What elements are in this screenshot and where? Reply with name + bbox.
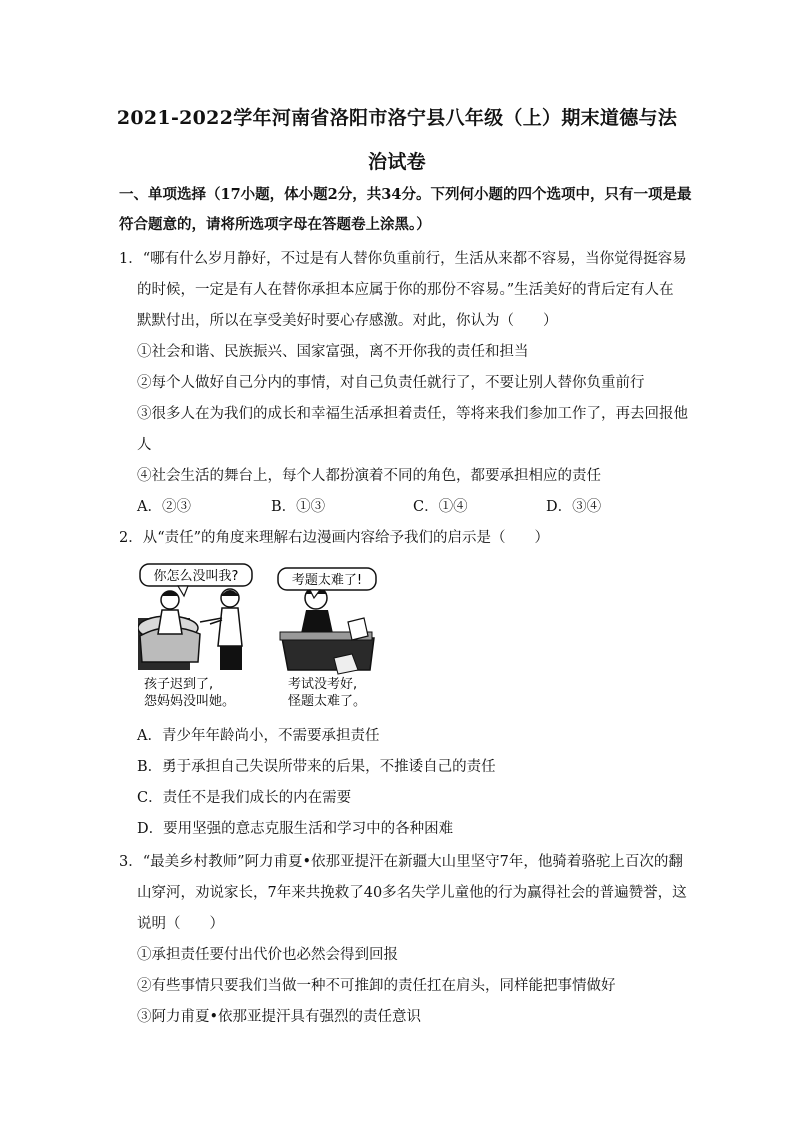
cartoon-right-panel bbox=[280, 587, 374, 674]
cartoon-illustration bbox=[138, 562, 382, 710]
q1-statement-3a: ③很多人在为我们的成长和幸福生活承担着责任，等将来我们参加工作了，再去回报他 bbox=[137, 406, 688, 422]
q1-stem-line1: 1．“哪有什么岁月静好，不过是有人替你负重前行，生活从来都不容易，当你觉得挺容易 bbox=[119, 251, 687, 267]
bubble-right-text: 考题太难了! bbox=[291, 573, 363, 588]
q1-option-b[interactable]: B．①③ bbox=[271, 499, 326, 515]
section-heading-line1: 一、单项选择（17小题，体小题2分，共34分。下列何小题的四个选项中，只有一项是最 bbox=[119, 186, 692, 203]
q3-statement-2: ②有些事情只要我们当做一种不可推卸的责任扛在肩头，同样能把事情做好 bbox=[137, 978, 616, 994]
exam-title-line2: 治试卷 bbox=[368, 151, 426, 173]
q2-option-d[interactable]: D．要用坚强的意志克服生活和学习中的各种困难 bbox=[137, 821, 454, 837]
caption-right-line1: 考试没考好, bbox=[288, 677, 358, 692]
caption-left-line1: 孩子迟到了, bbox=[144, 677, 214, 692]
q1-stem-line3: 默默付出，所以在享受美好时要心存感激。对此，你认为（ ） bbox=[137, 313, 558, 329]
q1-option-d[interactable]: D．③④ bbox=[546, 499, 602, 515]
q3-statement-3: ③阿力甫夏•依那亚提汗具有强烈的责任意识 bbox=[137, 1009, 422, 1025]
bubble-left-text: 你怎么没叫我? bbox=[153, 569, 239, 584]
caption-left-line2: 怨妈妈没叫她。 bbox=[144, 694, 236, 709]
q1-statement-2: ②每个人做好自己分内的事情，对自己负责任就行了，不要让别人替你负重前行 bbox=[137, 375, 645, 391]
q2-option-a[interactable]: A．青少年年龄尚小，不需要承担责任 bbox=[137, 728, 380, 744]
q2-option-b[interactable]: B．勇于承担自己失误所带来的后果，不推诿自己的责任 bbox=[137, 759, 496, 775]
caption-right-line2: 怪题太难了。 bbox=[288, 694, 367, 709]
section-heading-line2: 符合题意的，请将所选项字母在答题卷上涂黑。） bbox=[119, 216, 431, 233]
q1-statement-3b: 人 bbox=[137, 437, 152, 453]
q1-statement-1: ①社会和谐、民族振兴、国家富强，离不开你我的责任和担当 bbox=[137, 344, 529, 360]
q1-option-c[interactable]: C．①④ bbox=[413, 499, 468, 515]
q2-option-c[interactable]: C．责任不是我们成长的内在需要 bbox=[137, 790, 352, 806]
q3-stem-line1: 3．“最美乡村教师”阿力甫夏•依那亚提汗在新疆大山里坚守7年，他骑着骆驼上百次的翻 bbox=[119, 854, 683, 870]
q3-stem-line2: 山穿河，劝说家长，7年来共挽救了40多名失学儿童他的行为赢得社会的普遍赞誉，这 bbox=[137, 885, 687, 901]
q1-option-a[interactable]: A．②③ bbox=[137, 499, 191, 515]
q1-stem-line2: 的时候，一定是有人在替你承担本应属于你的那份不容易。”生活美好的背后定有人在 bbox=[137, 282, 674, 298]
q3-stem-line3: 说明（ ） bbox=[137, 916, 224, 932]
cartoon-left-panel bbox=[138, 589, 242, 670]
exam-title-line1: 2021-2022学年河南省洛阳市洛宁县八年级（上）期末道德与法 bbox=[116, 107, 678, 129]
q3-statement-1: ①承担责任要付出代价也必然会得到回报 bbox=[137, 947, 398, 963]
q1-statement-4: ④社会生活的舞台上，每个人都扮演着不同的角色，都要承担相应的责任 bbox=[137, 468, 601, 484]
q2-stem: 2．从“责任”的角度来理解右边漫画内容给予我们的启示是（ ） bbox=[119, 530, 550, 546]
